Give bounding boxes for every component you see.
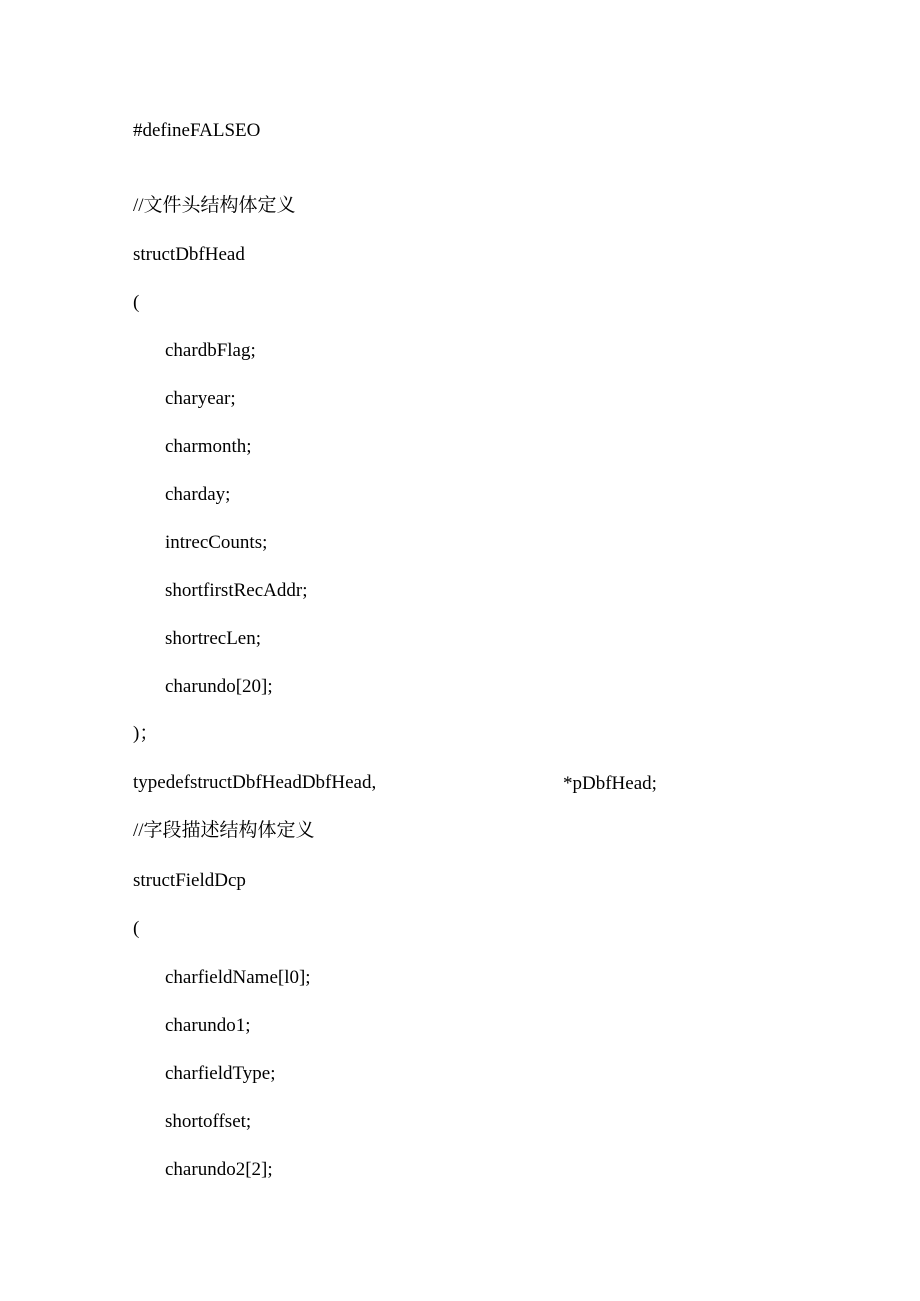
field-line: charday; [165, 484, 231, 505]
typedef-line: typedefstructDbfHeadDbfHead, [133, 772, 377, 793]
define-line: #defineFALSEO [133, 120, 261, 141]
comment-file-header: //文件头结构体定义 [133, 195, 296, 216]
close-brace: )； [133, 723, 159, 744]
field-line: charfieldType; [165, 1063, 276, 1084]
field-line: chardbFlag; [165, 340, 256, 361]
struct-dbfhead-decl: structDbfHead [133, 244, 245, 265]
open-brace: ( [133, 918, 140, 939]
field-line: intrecCounts; [165, 532, 268, 553]
field-line: charfieldName[l0]; [165, 967, 311, 988]
field-line: shortrecLen; [165, 628, 262, 649]
open-brace: ( [133, 292, 140, 313]
struct-fielddcp-decl: structFieldDcp [133, 870, 246, 891]
field-line: charmonth; [165, 436, 252, 457]
typedef-pointer-name: *pDbfHead; [563, 773, 657, 794]
field-line: charundo[20]; [165, 676, 273, 697]
field-line: charundo2[2]; [165, 1159, 273, 1180]
field-line: charyear; [165, 388, 236, 409]
field-line: charundo1; [165, 1015, 251, 1036]
comment-field-desc: //字段描述结构体定义 [133, 820, 315, 841]
field-line: shortoffset; [165, 1111, 252, 1132]
field-line: shortfirstRecAddr; [165, 580, 308, 601]
